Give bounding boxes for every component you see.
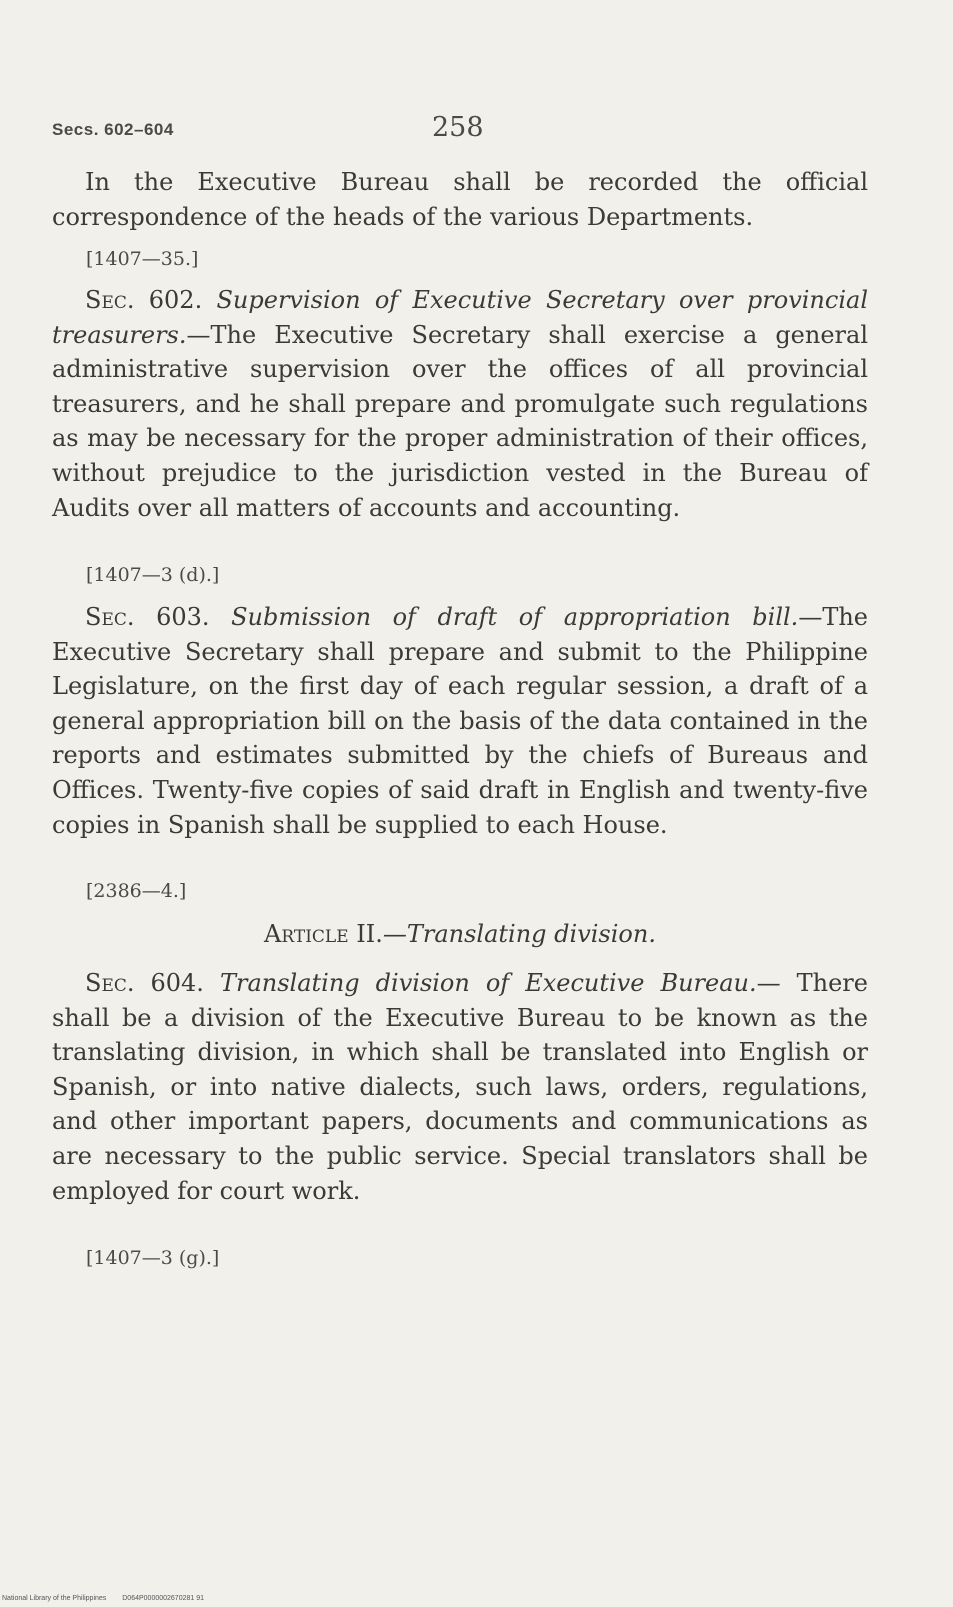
citation-604: [1407—3 (g).] — [86, 1247, 220, 1269]
section-label: Sec. 603. — [85, 603, 210, 631]
section-604 — [52, 966, 868, 1208]
section-602 — [52, 283, 868, 525]
page-number: 258 — [432, 112, 484, 143]
section-text: —The Executive Secretary shall prepare and submit to the Philippine Legislature, on the first day of each regular session, a draft of a general appropriation bill on the basis of the data contained in the reports and estimates submitted by the chiefs of Bureaus and Offices. Twenty-five copies of said draft in English and twenty-five copies in Spanish shall be supplied to each House. — [52, 603, 868, 839]
section-range: Secs. 602–604 — [52, 120, 174, 139]
citation-intro: [1407—35.] — [86, 248, 199, 270]
section-heading: Translating division of Executive Bureau. — [219, 969, 757, 997]
citation-602: [1407—3 (d).] — [86, 564, 220, 586]
intro-paragraph: In the Executive Bureau shall be recorded the official correspondence of the heads of the various Departments. — [52, 168, 868, 231]
scan-footer — [2, 1595, 218, 1602]
article-heading — [52, 920, 868, 948]
section-603 — [52, 600, 868, 842]
article-label: Article II. — [264, 920, 383, 948]
article-title: —Translating division. — [382, 920, 656, 948]
scan-code: D064P0000002670281 91 — [122, 1595, 204, 1602]
section-text: —The Executive Secretary shall exercise a general administrative supervision over the offices of all provincial treasurers, and he shall prepare and promulgate such regulations as may be necessary for the proper administration of their offices, without prejudice to the jurisdiction vested in the Bureau of Audits over all matters of accounts and accounting. — [52, 320, 868, 522]
page-header — [52, 112, 868, 152]
section-label: Sec. 602. — [85, 286, 203, 314]
library-credit: National Library of the Philippines — [2, 1595, 107, 1602]
citation-603: [2386—4.] — [86, 880, 187, 902]
section-heading: Supervision of Executive Secretary over provincial treasurers. — [52, 286, 868, 349]
section-label: Sec. 604. — [85, 969, 204, 997]
section-text: — There shall be a division of the Executive Bureau to be known as the translating division, in which shall be translated into English or Spanish, or into native dialects, such laws, orders, regulations, and other important papers, documents and communications as are necessary to the public service. Special translators shall be employed for court work. — [52, 969, 868, 1205]
section-heading: Submission of draft of appropriation bill. — [231, 603, 799, 631]
